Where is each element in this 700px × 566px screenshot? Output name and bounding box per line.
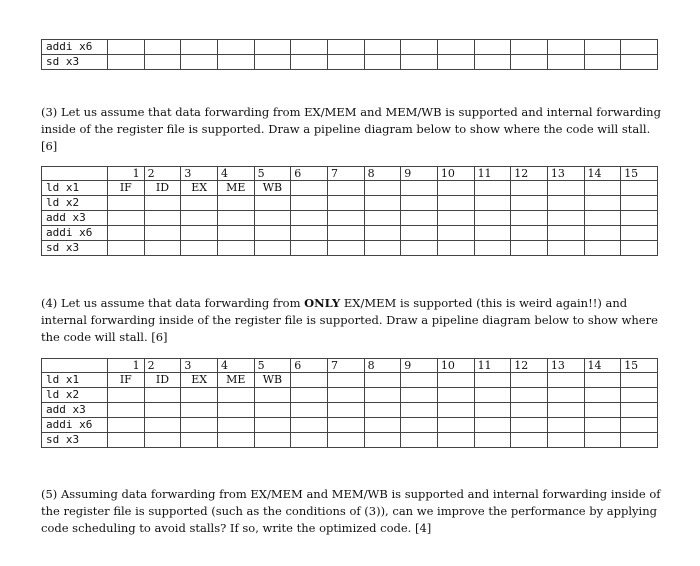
stage-cell[interactable] bbox=[217, 403, 254, 418]
stage-cell[interactable] bbox=[291, 181, 328, 196]
cycle-number: 3 bbox=[181, 359, 218, 373]
stage-cell[interactable] bbox=[474, 55, 511, 70]
stage-cell[interactable] bbox=[474, 211, 511, 226]
stage-cell[interactable] bbox=[437, 433, 474, 448]
instruction-row bbox=[42, 403, 658, 418]
stage-cell[interactable] bbox=[327, 388, 364, 403]
stage-cell[interactable] bbox=[108, 226, 145, 241]
question-4-text-before: (4) Let us assume that data forwarding from bbox=[41, 296, 305, 310]
stage-cell[interactable] bbox=[511, 388, 548, 403]
stage-cell[interactable] bbox=[474, 403, 511, 418]
stage-cell[interactable] bbox=[401, 373, 438, 388]
stage-cell[interactable] bbox=[108, 196, 145, 211]
stage-cell[interactable] bbox=[181, 55, 218, 70]
stage-cell[interactable] bbox=[437, 40, 474, 55]
stage-cell[interactable] bbox=[437, 373, 474, 388]
stage-cell[interactable] bbox=[401, 55, 438, 70]
stage-cell[interactable] bbox=[217, 196, 254, 211]
stage-cell[interactable] bbox=[254, 388, 291, 403]
stage-cell[interactable] bbox=[584, 373, 621, 388]
stage-cell[interactable] bbox=[401, 418, 438, 433]
stage-cell[interactable] bbox=[217, 418, 254, 433]
stage-cell[interactable] bbox=[437, 388, 474, 403]
stage-cell[interactable] bbox=[401, 433, 438, 448]
instruction-label: ld x2 bbox=[42, 388, 108, 403]
question-4-emphasis: ONLY bbox=[304, 296, 341, 310]
stage-cell[interactable] bbox=[474, 181, 511, 196]
stage-cell[interactable] bbox=[584, 388, 621, 403]
instruction-row bbox=[42, 196, 658, 211]
stage-cell[interactable] bbox=[291, 241, 328, 256]
stage-cell[interactable] bbox=[217, 211, 254, 226]
stage-cell[interactable] bbox=[584, 241, 621, 256]
stage-cell[interactable] bbox=[364, 226, 401, 241]
stage-cell[interactable] bbox=[547, 55, 584, 70]
stage-cell[interactable] bbox=[327, 418, 364, 433]
cycle-number: 6 bbox=[291, 167, 328, 181]
stage-cell[interactable] bbox=[474, 388, 511, 403]
stage-cell[interactable] bbox=[144, 196, 181, 211]
stage-cell[interactable] bbox=[291, 433, 328, 448]
stage-cell[interactable] bbox=[144, 388, 181, 403]
stage-cell[interactable] bbox=[511, 226, 548, 241]
stage-cell[interactable] bbox=[474, 40, 511, 55]
cycle-number: 13 bbox=[547, 167, 584, 181]
cycle-number: 7 bbox=[327, 359, 364, 373]
stage-cell[interactable] bbox=[144, 418, 181, 433]
stage-cell[interactable] bbox=[254, 418, 291, 433]
cycle-number: 9 bbox=[401, 167, 438, 181]
stage-cell[interactable] bbox=[474, 226, 511, 241]
stage-cell[interactable] bbox=[401, 241, 438, 256]
stage-cell[interactable] bbox=[181, 211, 218, 226]
top-pipeline-table bbox=[41, 39, 658, 70]
instruction-label: add x3 bbox=[42, 211, 108, 226]
instruction-row bbox=[42, 373, 658, 388]
stage-cell[interactable] bbox=[547, 241, 584, 256]
stage-cell[interactable] bbox=[437, 418, 474, 433]
stage-cell[interactable] bbox=[511, 40, 548, 55]
stage-cell[interactable] bbox=[291, 373, 328, 388]
question-3-text: (3) Let us assume that data forwarding from EX/MEM and MEM/WB is supported and internal forwarding inside of the register file is supported. Draw a pipeline diagram below to show where the code will stall. [6] bbox=[41, 105, 661, 153]
cycle-number: 2 bbox=[144, 167, 181, 181]
cycle-number: 8 bbox=[364, 359, 401, 373]
stage-cell[interactable] bbox=[621, 388, 658, 403]
stage-cell[interactable] bbox=[108, 403, 145, 418]
cycle-number: 7 bbox=[327, 167, 364, 181]
stage-cell[interactable] bbox=[217, 40, 254, 55]
stage-cell[interactable]: WB bbox=[254, 181, 291, 196]
stage-cell[interactable] bbox=[144, 40, 181, 55]
stage-cell[interactable] bbox=[327, 196, 364, 211]
stage-cell[interactable] bbox=[327, 40, 364, 55]
stage-cell[interactable] bbox=[511, 373, 548, 388]
stage-cell[interactable] bbox=[254, 226, 291, 241]
stage-cell[interactable] bbox=[217, 226, 254, 241]
stage-cell[interactable] bbox=[254, 196, 291, 211]
stage-cell[interactable] bbox=[511, 181, 548, 196]
cycle-number: 1 bbox=[108, 167, 145, 181]
stage-cell[interactable] bbox=[621, 373, 658, 388]
stage-cell[interactable] bbox=[181, 196, 218, 211]
instruction-row bbox=[42, 181, 658, 196]
cycle-number: 15 bbox=[621, 359, 658, 373]
cycle-number: 6 bbox=[291, 359, 328, 373]
stage-cell[interactable] bbox=[437, 181, 474, 196]
stage-cell[interactable]: ME bbox=[217, 373, 254, 388]
stage-cell[interactable] bbox=[217, 241, 254, 256]
stage-cell[interactable] bbox=[511, 433, 548, 448]
stage-cell[interactable] bbox=[254, 55, 291, 70]
stage-cell[interactable] bbox=[364, 40, 401, 55]
stage-cell[interactable] bbox=[291, 211, 328, 226]
instruction-label: addi x6 bbox=[42, 418, 108, 433]
stage-cell[interactable] bbox=[181, 40, 218, 55]
stage-cell[interactable] bbox=[291, 55, 328, 70]
stage-cell[interactable] bbox=[437, 196, 474, 211]
cycle-number: 5 bbox=[254, 359, 291, 373]
stage-cell[interactable] bbox=[254, 433, 291, 448]
question-4-text-after: EX/MEM is supported (this is weird again!!) and internal forwarding inside of the register file is supported. Draw a pipeline diagram below to show where the code will stall. [6] bbox=[41, 296, 658, 344]
stage-cell[interactable] bbox=[584, 55, 621, 70]
stage-cell[interactable] bbox=[401, 196, 438, 211]
stage-cell[interactable] bbox=[108, 418, 145, 433]
stage-cell[interactable] bbox=[621, 241, 658, 256]
stage-cell[interactable] bbox=[327, 403, 364, 418]
stage-cell[interactable] bbox=[474, 418, 511, 433]
stage-cell[interactable] bbox=[584, 403, 621, 418]
instruction-row bbox=[42, 211, 658, 226]
instruction-label: addi x6 bbox=[42, 226, 108, 241]
instruction-label: ld x1 bbox=[42, 373, 108, 388]
stage-cell[interactable] bbox=[144, 226, 181, 241]
stage-cell[interactable] bbox=[364, 241, 401, 256]
stage-cell[interactable] bbox=[547, 196, 584, 211]
stage-cell[interactable] bbox=[621, 403, 658, 418]
stage-cell[interactable] bbox=[511, 241, 548, 256]
cycle-number: 3 bbox=[181, 167, 218, 181]
stage-cell[interactable] bbox=[291, 196, 328, 211]
stage-cell[interactable] bbox=[327, 433, 364, 448]
instruction-label: addi x6 bbox=[42, 40, 108, 55]
stage-cell[interactable] bbox=[364, 403, 401, 418]
stage-cell[interactable] bbox=[327, 181, 364, 196]
stage-cell[interactable]: EX bbox=[181, 373, 218, 388]
instruction-label: add x3 bbox=[42, 403, 108, 418]
instruction-label: ld x1 bbox=[42, 181, 108, 196]
cycle-number: 2 bbox=[144, 359, 181, 373]
stage-cell[interactable] bbox=[254, 40, 291, 55]
stage-cell[interactable]: EX bbox=[181, 181, 218, 196]
stage-cell[interactable] bbox=[437, 241, 474, 256]
stage-cell[interactable] bbox=[108, 55, 145, 70]
stage-cell[interactable] bbox=[144, 211, 181, 226]
question-4-text bbox=[41, 295, 661, 346]
stage-cell[interactable] bbox=[511, 55, 548, 70]
stage-cell[interactable] bbox=[217, 433, 254, 448]
cycle-header-row bbox=[42, 167, 658, 181]
stage-cell[interactable] bbox=[291, 40, 328, 55]
stage-cell[interactable] bbox=[547, 40, 584, 55]
question-5-text: (5) Assuming data forwarding from EX/MEM and MEM/WB is supported and internal forwarding inside of the register file is supported (such as the conditions of (3)), can we improve the performance by applying code scheduling to avoid stalls? If so, write the optimized code. [4] bbox=[41, 487, 661, 535]
cycle-number: 10 bbox=[437, 359, 474, 373]
stage-cell[interactable] bbox=[584, 226, 621, 241]
stage-cell[interactable] bbox=[327, 373, 364, 388]
stage-cell[interactable] bbox=[291, 418, 328, 433]
instruction-label: sd x3 bbox=[42, 55, 108, 70]
cycle-number: 15 bbox=[621, 167, 658, 181]
stage-cell[interactable] bbox=[327, 226, 364, 241]
stage-cell[interactable] bbox=[437, 226, 474, 241]
stage-cell[interactable] bbox=[108, 433, 145, 448]
stage-cell[interactable] bbox=[621, 55, 658, 70]
stage-cell[interactable] bbox=[547, 418, 584, 433]
stage-cell[interactable] bbox=[511, 403, 548, 418]
instruction-label: ld x2 bbox=[42, 196, 108, 211]
stage-cell[interactable] bbox=[621, 226, 658, 241]
stage-cell[interactable] bbox=[401, 40, 438, 55]
stage-cell[interactable] bbox=[291, 403, 328, 418]
stage-cell[interactable] bbox=[511, 196, 548, 211]
cycle-number: 14 bbox=[584, 359, 621, 373]
stage-cell[interactable] bbox=[621, 181, 658, 196]
instruction-row bbox=[42, 388, 658, 403]
header-corner-cell bbox=[42, 167, 108, 181]
stage-cell[interactable]: WB bbox=[254, 373, 291, 388]
instruction-row bbox=[42, 226, 658, 241]
stage-cell[interactable] bbox=[547, 388, 584, 403]
stage-cell[interactable] bbox=[584, 211, 621, 226]
stage-cell[interactable] bbox=[364, 418, 401, 433]
stage-cell[interactable] bbox=[621, 418, 658, 433]
stage-cell[interactable] bbox=[181, 241, 218, 256]
stage-cell[interactable] bbox=[401, 181, 438, 196]
instruction-row bbox=[42, 418, 658, 433]
cycle-number: 9 bbox=[401, 359, 438, 373]
stage-cell[interactable] bbox=[144, 433, 181, 448]
stage-cell[interactable] bbox=[584, 433, 621, 448]
stage-cell[interactable] bbox=[547, 373, 584, 388]
stage-cell[interactable]: IF bbox=[108, 181, 145, 196]
stage-cell[interactable] bbox=[327, 211, 364, 226]
stage-cell[interactable] bbox=[364, 196, 401, 211]
stage-cell[interactable] bbox=[291, 388, 328, 403]
stage-cell[interactable] bbox=[547, 181, 584, 196]
stage-cell[interactable] bbox=[144, 241, 181, 256]
instruction-row bbox=[42, 241, 658, 256]
cycle-number: 4 bbox=[217, 167, 254, 181]
stage-cell[interactable] bbox=[217, 55, 254, 70]
stage-cell[interactable] bbox=[327, 241, 364, 256]
stage-cell[interactable] bbox=[437, 403, 474, 418]
cycle-number: 13 bbox=[547, 359, 584, 373]
stage-cell[interactable] bbox=[181, 403, 218, 418]
stage-cell[interactable] bbox=[181, 418, 218, 433]
stage-cell[interactable] bbox=[474, 433, 511, 448]
header-corner-cell bbox=[42, 359, 108, 373]
stage-cell[interactable] bbox=[364, 373, 401, 388]
cycle-number: 11 bbox=[474, 167, 511, 181]
pipeline-table-q3 bbox=[41, 166, 658, 256]
stage-cell[interactable] bbox=[511, 418, 548, 433]
stage-cell[interactable] bbox=[181, 388, 218, 403]
stage-cell[interactable] bbox=[511, 211, 548, 226]
stage-cell[interactable] bbox=[108, 388, 145, 403]
stage-cell[interactable] bbox=[181, 226, 218, 241]
stage-cell[interactable] bbox=[584, 40, 621, 55]
stage-cell[interactable] bbox=[364, 181, 401, 196]
stage-cell[interactable]: ME bbox=[217, 181, 254, 196]
stage-cell[interactable] bbox=[217, 388, 254, 403]
cycle-number: 14 bbox=[584, 167, 621, 181]
stage-cell[interactable] bbox=[108, 241, 145, 256]
instruction-label: sd x3 bbox=[42, 433, 108, 448]
stage-cell[interactable] bbox=[621, 211, 658, 226]
cycle-number: 4 bbox=[217, 359, 254, 373]
stage-cell[interactable] bbox=[547, 403, 584, 418]
stage-cell[interactable] bbox=[474, 241, 511, 256]
stage-cell[interactable] bbox=[364, 211, 401, 226]
stage-cell[interactable] bbox=[437, 55, 474, 70]
stage-cell[interactable] bbox=[327, 55, 364, 70]
stage-cell[interactable] bbox=[254, 241, 291, 256]
stage-cell[interactable] bbox=[401, 226, 438, 241]
cycle-number: 5 bbox=[254, 167, 291, 181]
stage-cell[interactable] bbox=[108, 211, 145, 226]
stage-cell[interactable] bbox=[547, 226, 584, 241]
stage-cell[interactable] bbox=[547, 433, 584, 448]
stage-cell[interactable] bbox=[584, 196, 621, 211]
cycle-header-row bbox=[42, 359, 658, 373]
stage-cell[interactable] bbox=[621, 196, 658, 211]
stage-cell[interactable] bbox=[474, 373, 511, 388]
stage-cell[interactable] bbox=[584, 418, 621, 433]
instruction-row bbox=[42, 40, 658, 55]
stage-cell[interactable] bbox=[364, 388, 401, 403]
cycle-number: 12 bbox=[511, 359, 548, 373]
stage-cell[interactable]: ID bbox=[144, 373, 181, 388]
stage-cell[interactable] bbox=[621, 433, 658, 448]
pipeline-table-q4 bbox=[41, 358, 658, 448]
cycle-number: 1 bbox=[108, 359, 145, 373]
stage-cell[interactable] bbox=[401, 403, 438, 418]
stage-cell[interactable] bbox=[108, 40, 145, 55]
stage-cell[interactable] bbox=[291, 226, 328, 241]
stage-cell[interactable] bbox=[621, 40, 658, 55]
stage-cell[interactable] bbox=[144, 403, 181, 418]
stage-cell[interactable] bbox=[144, 55, 181, 70]
stage-cell[interactable]: IF bbox=[108, 373, 145, 388]
stage-cell[interactable] bbox=[437, 211, 474, 226]
stage-cell[interactable] bbox=[181, 433, 218, 448]
stage-cell[interactable] bbox=[254, 403, 291, 418]
instruction-row bbox=[42, 433, 658, 448]
stage-cell[interactable] bbox=[364, 55, 401, 70]
cycle-number: 12 bbox=[511, 167, 548, 181]
stage-cell[interactable] bbox=[547, 211, 584, 226]
stage-cell[interactable] bbox=[401, 388, 438, 403]
instruction-row bbox=[42, 55, 658, 70]
cycle-number: 8 bbox=[364, 167, 401, 181]
cycle-number: 10 bbox=[437, 167, 474, 181]
cycle-number: 11 bbox=[474, 359, 511, 373]
stage-cell[interactable] bbox=[401, 211, 438, 226]
stage-cell[interactable] bbox=[474, 196, 511, 211]
stage-cell[interactable] bbox=[254, 211, 291, 226]
stage-cell[interactable] bbox=[364, 433, 401, 448]
instruction-label: sd x3 bbox=[42, 241, 108, 256]
stage-cell[interactable] bbox=[584, 181, 621, 196]
stage-cell[interactable]: ID bbox=[144, 181, 181, 196]
